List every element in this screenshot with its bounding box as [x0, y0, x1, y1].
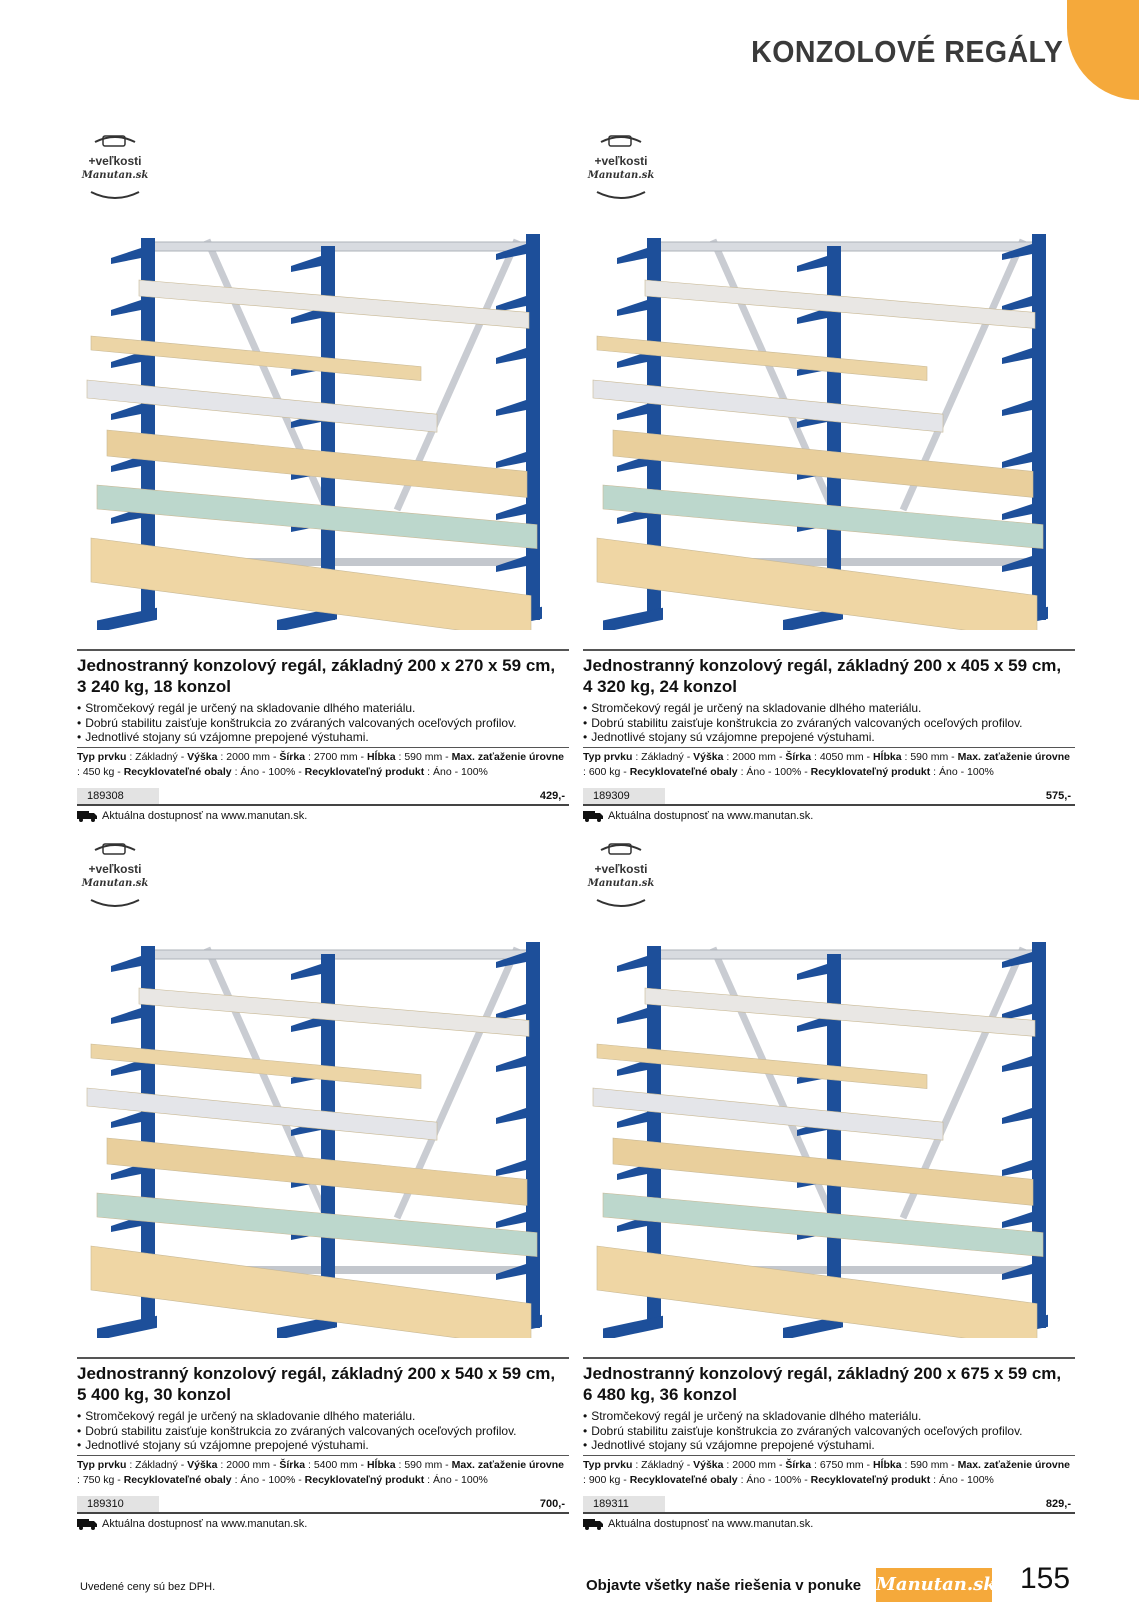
feature-item: • Jednotlivé stojany sú vzájomne prepojené výstuhami.: [77, 1438, 569, 1453]
spec-divider: [583, 1455, 1075, 1456]
availability-text: Aktuálna dostupnosť na www.manutan.sk.: [102, 1518, 308, 1530]
spec-text: Typ prvku : Základný - Výška : 2000 mm - Šírka : 6750 mm - Hĺbka : 590 mm - Max. zaťaženie úrovne : 900 kg - Recyklovateľné obaly : Áno - 100% - Recyklovateľný produkt : Áno - 100%: [583, 1459, 1071, 1486]
spec-divider: [77, 1455, 569, 1456]
badge-line1: +veľkosti: [88, 862, 142, 876]
feature-item: • Stromčekový regál je určený na skladovanie dlhého materiálu.: [77, 701, 569, 716]
sku-number[interactable]: 189309: [583, 788, 665, 804]
footer-cta[interactable]: Objavte všetky naše riešenia v ponuke: [586, 1577, 862, 1594]
price-row: [583, 788, 1075, 806]
title-divider: [583, 649, 1075, 651]
product-card: [77, 130, 569, 835]
spec-divider: [583, 747, 1075, 748]
delivery-truck-icon: [77, 810, 97, 822]
product-card: [583, 838, 1075, 1543]
product-title[interactable]: Jednostranný konzolový regál, základný 200 x 540 x 59 cm, 5 400 kg, 30 konzol: [77, 1364, 556, 1404]
badge-line1: +veľkosti: [88, 154, 142, 168]
sku-number[interactable]: 189311: [583, 1496, 665, 1512]
availability-text: Aktuálna dostupnosť na www.manutan.sk.: [102, 810, 308, 822]
spec-divider: [77, 747, 569, 748]
product-image[interactable]: [583, 180, 1075, 630]
product-image[interactable]: [583, 888, 1075, 1338]
feature-item: • Stromčekový regál je určený na skladovanie dlhého materiálu.: [583, 701, 1075, 716]
price-row: [583, 1496, 1075, 1514]
feature-item: • Dobrú stabilitu zaisťuje konštrukcia zo zváraných valcovaných oceľových profilov.: [583, 716, 1075, 731]
feature-list: [583, 1409, 1075, 1453]
feature-item: • Stromčekový regál je určený na skladovanie dlhého materiálu.: [77, 1409, 569, 1424]
badge-line2: Manutan.sk: [81, 878, 149, 889]
title-divider: [77, 649, 569, 651]
product-card: [583, 130, 1075, 835]
availability-text: Aktuálna dostupnosť na www.manutan.sk.: [608, 1518, 814, 1530]
product-title[interactable]: Jednostranný konzolový regál, základný 200 x 675 x 59 cm, 6 480 kg, 36 konzol: [583, 1364, 1062, 1404]
badge-line2: Manutan.sk: [587, 170, 655, 181]
price: 429,-: [539, 790, 565, 802]
availability-note[interactable]: [77, 1518, 307, 1530]
feature-item: • Jednotlivé stojany sú vzájomne prepojené výstuhami.: [77, 730, 569, 745]
cantilever-rack-image: [583, 888, 1075, 1338]
delivery-truck-icon: [583, 1518, 603, 1530]
cantilever-rack-image: [583, 180, 1075, 630]
sku-number[interactable]: 189310: [77, 1496, 159, 1512]
spec-text: Typ prvku : Základný - Výška : 2000 mm - Šírka : 2700 mm - Hĺbka : 590 mm - Max. zaťaženie úrovne : 450 kg - Recyklovateľné obaly : Áno - 100% - Recyklovateľný produkt : Áno - 100%: [77, 751, 565, 778]
product-image[interactable]: [77, 180, 569, 630]
manutan-logo[interactable]: Manutan.sk: [876, 1568, 992, 1602]
product-title[interactable]: Jednostranný konzolový regál, základný 200 x 270 x 59 cm, 3 240 kg, 18 konzol: [77, 656, 556, 696]
price-note: Uvedené ceny sú bez DPH.: [80, 1581, 216, 1593]
corner-tab: [1067, 0, 1139, 100]
price: 700,-: [539, 1498, 565, 1510]
feature-item: • Dobrú stabilitu zaisťuje konštrukcia zo zváraných valcovaných oceľových profilov.: [77, 1424, 569, 1439]
feature-list: [583, 701, 1075, 745]
availability-note[interactable]: [583, 1518, 813, 1530]
badge-line2: Manutan.sk: [587, 878, 655, 889]
price-row: [77, 1496, 569, 1514]
spec-text: Typ prvku : Základný - Výška : 2000 mm - Šírka : 4050 mm - Hĺbka : 590 mm - Max. zaťaženie úrovne : 600 kg - Recyklovateľné obaly : Áno - 100% - Recyklovateľný produkt : Áno - 100%: [583, 751, 1071, 778]
feature-item: • Jednotlivé stojany sú vzájomne prepojené výstuhami.: [583, 1438, 1075, 1453]
title-divider: [583, 1357, 1075, 1359]
price: 575,-: [1045, 790, 1071, 802]
feature-item: • Dobrú stabilitu zaisťuje konštrukcia zo zváraných valcovaných oceľových profilov.: [583, 1424, 1075, 1439]
badge-line2: Manutan.sk: [81, 170, 149, 181]
availability-text: Aktuálna dostupnosť na www.manutan.sk.: [608, 810, 814, 822]
page-title: KONZOLOVÉ REGÁLY: [750, 34, 1063, 69]
price-row: [77, 788, 569, 806]
product-card: [77, 838, 569, 1543]
title-divider: [77, 1357, 569, 1359]
feature-list: [77, 701, 569, 745]
product-image[interactable]: [77, 888, 569, 1338]
feature-item: • Dobrú stabilitu zaisťuje konštrukcia zo zváraných valcovaných oceľových profilov.: [77, 716, 569, 731]
delivery-truck-icon: [77, 1518, 97, 1530]
feature-item: • Jednotlivé stojany sú vzájomne prepojené výstuhami.: [583, 730, 1075, 745]
feature-item: • Stromčekový regál je určený na skladovanie dlhého materiálu.: [583, 1409, 1075, 1424]
badge-line1: +veľkosti: [594, 154, 648, 168]
sku-number[interactable]: 189308: [77, 788, 159, 804]
cantilever-rack-image: [77, 180, 569, 630]
badge-line1: +veľkosti: [594, 862, 648, 876]
feature-list: [77, 1409, 569, 1453]
page-number: 155: [1020, 1562, 1071, 1595]
price: 829,-: [1045, 1498, 1071, 1510]
spec-text: Typ prvku : Základný - Výška : 2000 mm - Šírka : 5400 mm - Hĺbka : 590 mm - Max. zaťaženie úrovne : 750 kg - Recyklovateľné obaly : Áno - 100% - Recyklovateľný produkt : Áno - 100%: [77, 1459, 565, 1486]
product-title[interactable]: Jednostranný konzolový regál, základný 200 x 405 x 59 cm, 4 320 kg, 24 konzol: [583, 656, 1062, 696]
cantilever-rack-image: [77, 888, 569, 1338]
availability-note[interactable]: [77, 810, 307, 822]
availability-note[interactable]: [583, 810, 813, 822]
delivery-truck-icon: [583, 810, 603, 822]
